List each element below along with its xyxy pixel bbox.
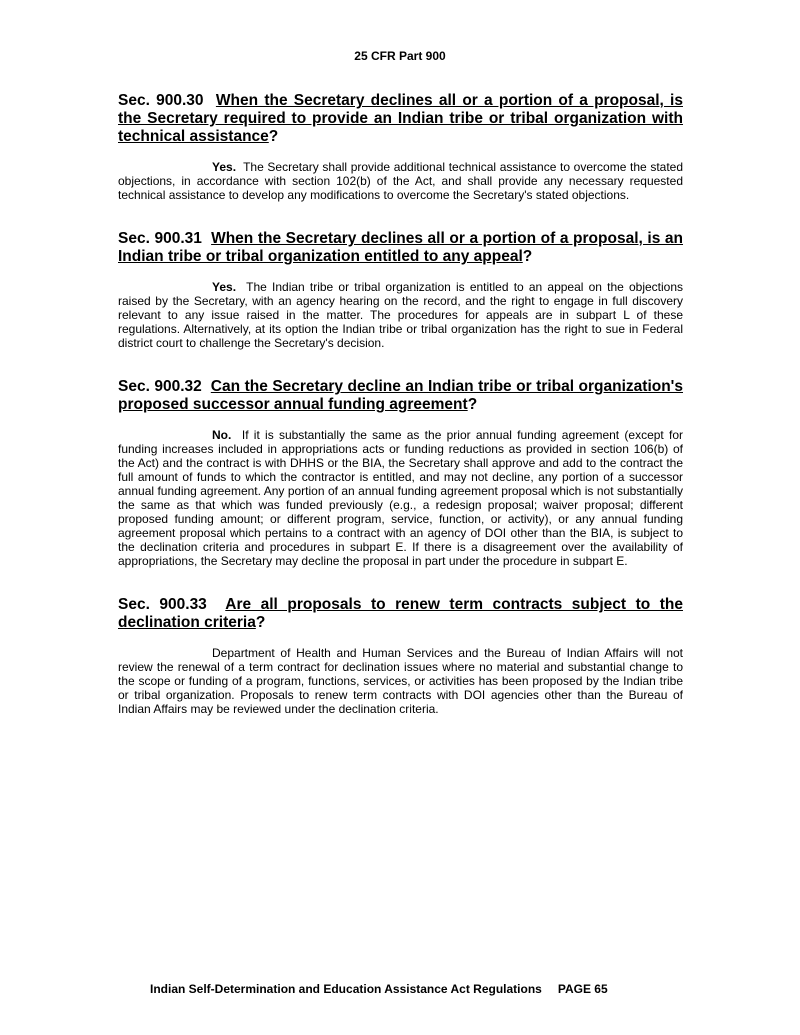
section-900-30: [118, 92, 683, 202]
section-900-32: [118, 378, 683, 568]
question-mark: ?: [255, 614, 266, 631]
answer-text: The Secretary shall provide additional technical assistance to overcome the stated objections, in accordance with section 102(b) of the Act, and shall provide any necessary requested technical assistance to develop any modifications to overcome the Secretary's stated objections.: [118, 160, 684, 202]
footer-title: Indian Self-Determination and Education Assistance Act Regulations: [150, 982, 542, 996]
section-question: Can the Secretary decline an Indian tribe or tribal organization's proposed successor annual funding agreement: [118, 378, 683, 413]
answer-text: The Indian tribe or tribal organization is entitled to an appeal on the objections raised by the Secretary, with an agency hearing on the record, and the right to engage in full discovery relevant to any issue raised in the matter. The procedures for appeals are in subpart L of these regulations. Alternatively, at its option the Indian tribe or tribal organization has the right to sue in Federal district court to challenge the Secretary's decision.: [118, 280, 684, 350]
document-body: [118, 92, 683, 744]
answer-lead: Yes.: [212, 160, 237, 174]
section-900-31: [118, 230, 683, 350]
section-number: Sec. 900.33: [118, 596, 207, 613]
page-number: PAGE 65: [557, 982, 608, 996]
answer-lead: No.: [212, 428, 232, 442]
section-number: Sec. 900.30: [118, 92, 204, 109]
section-question: When the Secretary declines all or a portion of a proposal, is the Secretary required to provide an Indian tribe or tribal organization with technical assistance: [118, 92, 683, 145]
answer-text: If it is substantially the same as the prior annual funding agreement (except for funding increases included in appropriations acts or funding reductions as provided in section 106(b) of the Act) and the contract is with DHHS or the BIA, the Secretary shall approve and add to the contract the full amount of funds to which the contractor is entitled, and may not decline, any portion of a successor annual funding agreement. Any portion of an annual funding agreement proposal which is not substantially the same as that which was funded previously (e.g., a redesign proposal; waiver proposal; different proposed funding amount; or different program, service, function, or activity), or any annual funding agreement proposal which pertains to a contract with an agency of DOI other than the BIA, is subject to the declination criteria and procedures in subpart E. If there is a disagreement over the availability of appropriations, the Secretary may decline the proposal in part under the procedure in subpart E.: [118, 428, 684, 568]
section-heading: [118, 92, 683, 146]
page-footer: [150, 982, 608, 996]
section-heading: [118, 230, 683, 266]
page-header: 25 CFR Part 900: [354, 49, 446, 63]
section-number: Sec. 900.32: [118, 378, 202, 395]
section-question: When the Secretary declines all or a portion of a proposal, is an Indian tribe or tribal organization entitled to any appeal: [118, 230, 683, 265]
question-mark: ?: [268, 128, 279, 145]
section-answer: [118, 160, 683, 202]
answer-text: Department of Health and Human Services and the Bureau of Indian Affairs will not review the renewal of a term contract for declination issues where no material and substantial change to the scope or funding of a program, functions, services, or activities has been proposed by the Indian tribe or tribal organization. Proposals to renew term contracts with DOI agencies other than the Bureau of Indian Affairs may be reviewed under the declination criteria.: [118, 646, 683, 716]
section-900-33: [118, 596, 683, 716]
section-number: Sec. 900.31: [118, 230, 202, 247]
section-answer: [118, 428, 683, 568]
question-mark: ?: [522, 248, 533, 265]
section-heading: [118, 596, 683, 632]
section-answer: [118, 646, 683, 716]
section-answer: [118, 280, 683, 350]
answer-lead: Yes.: [212, 280, 237, 294]
section-heading: [118, 378, 683, 414]
section-question: Are all proposals to renew term contracts subject to the declination criteria: [118, 596, 683, 631]
question-mark: ?: [467, 396, 478, 413]
